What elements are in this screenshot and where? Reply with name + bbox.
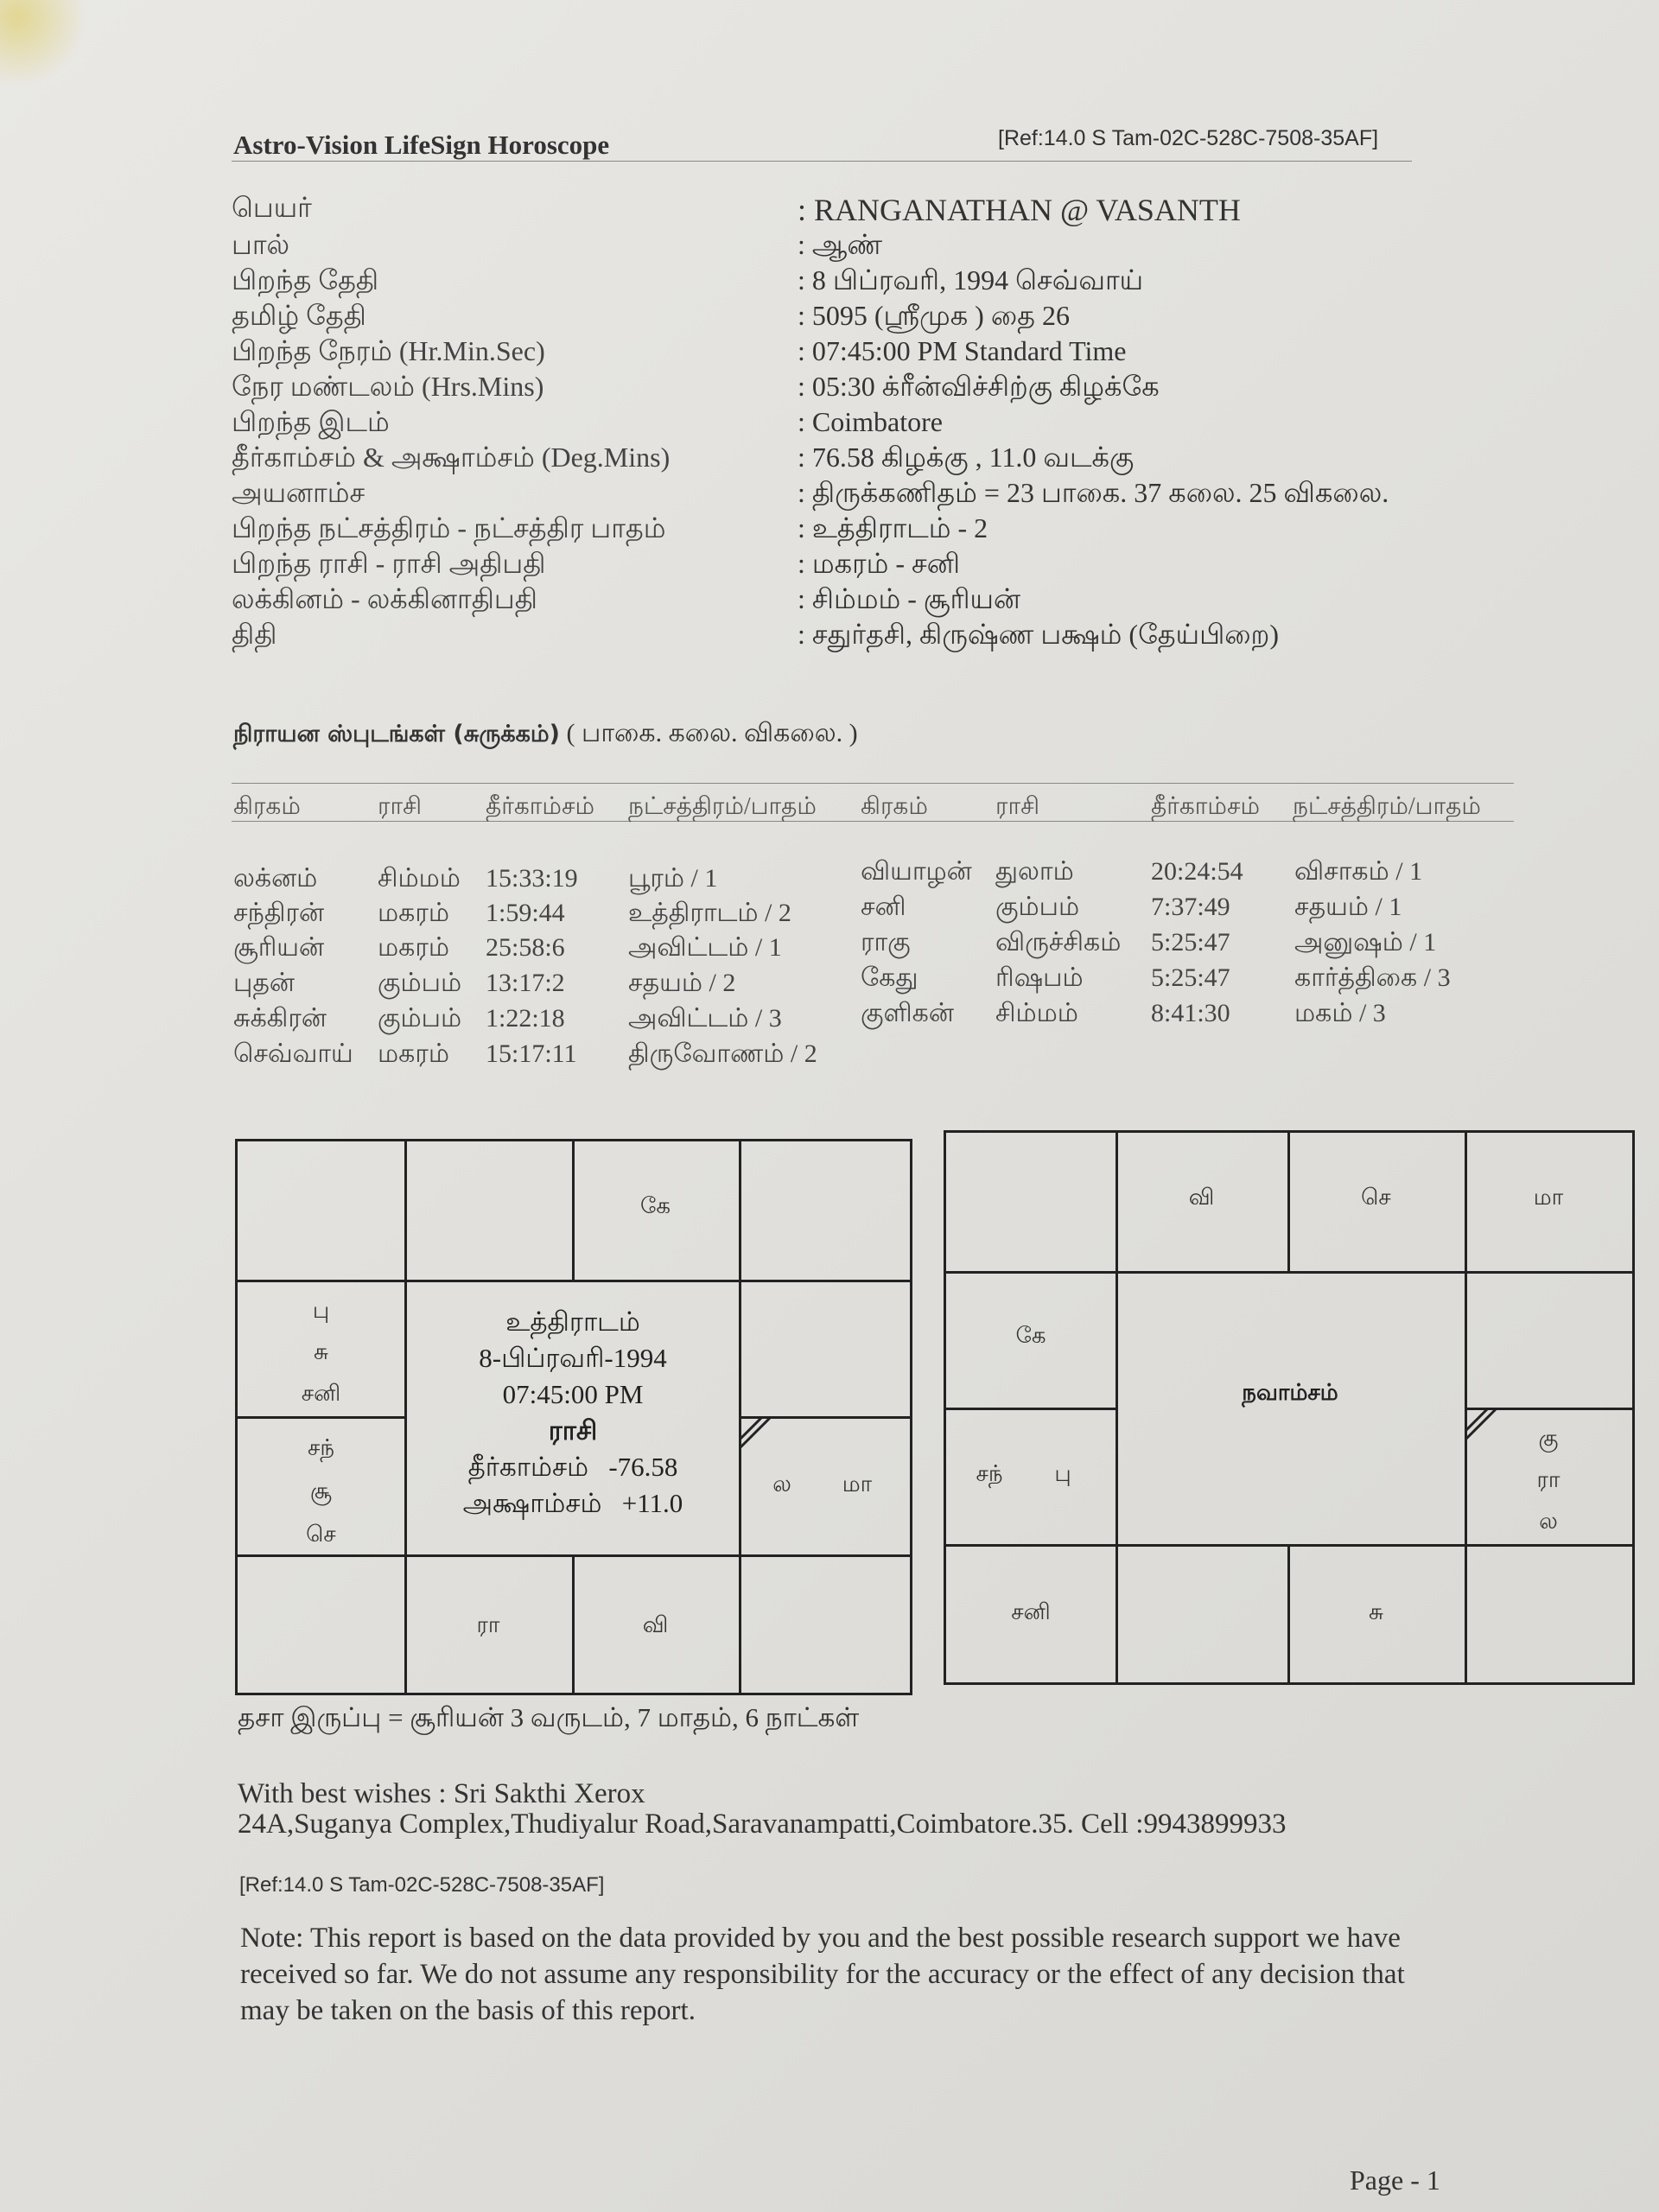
table-row: புதன் [233,969,295,997]
detail-label: திதி [232,619,277,650]
rasi-cell-la: ல [772,1471,791,1497]
table-cell-star: உத்திராடம் / 2 [628,899,791,927]
detail-birth-date [232,264,1441,299]
rasi-center-long: தீர்காம்சம் -76.58 [467,1452,678,1482]
section-title [233,719,858,752]
detail-value: : RANGANATHAN @ VASANTH [798,193,1241,227]
detail-value: : 05:30 க்ரீன்விச்சிற்கு கிழக்கே [798,371,1160,402]
navamsa-cell-sani: சனி [1011,1599,1051,1625]
rasi-cell-ra: ரா [476,1612,500,1638]
table-cell-rasi: கும்பம் [378,1004,462,1033]
th-rasi-2: ராசி [995,793,1040,820]
table-cell-rasi: மகரம் [378,899,449,927]
detail-value: : 8 பிப்ரவரி, 1994 செவ்வாய் [798,264,1144,296]
detail-label: லக்கினம் - லக்கினாதிபதி [232,583,537,614]
detail-ayanamsa [232,477,1441,512]
table-row: சனி [861,893,906,921]
table-row: சுக்கிரன் [233,1004,327,1033]
detail-longitude-latitude [232,442,1441,476]
th-longitude-2: தீர்காம்சம் [1151,793,1260,820]
rasi-chart [235,1139,912,1695]
report-ref: [Ref:14.0 S Tam-02C-528C-7508-35AF] [998,126,1379,150]
table-cell-rasi: மகரம் [378,1039,449,1068]
navamsa-cell-ma: மா [1533,1185,1564,1211]
detail-label: தமிழ் தேதி [232,300,366,331]
table-cell-long: 8:41:30 [1151,999,1230,1027]
table-cell-star: அவிட்டம் / 1 [628,933,782,962]
page-number: Page - 1 [1350,2164,1440,2196]
th-planet-2: கிரகம் [861,793,928,820]
header-divider [232,161,1412,162]
table-cell-star: சதயம் / 2 [628,969,736,997]
detail-tithi [232,619,1441,653]
table-cell-long: 15:33:19 [486,864,578,893]
detail-tamil-date [232,300,1441,334]
table-cell-star: அனுஷம் / 1 [1294,928,1437,957]
report-title: Astro-Vision LifeSign Horoscope [233,130,610,160]
th-star-2: நட்சத்திரம்/பாதம் [1293,793,1481,820]
table-cell-long: 7:37:49 [1151,893,1230,921]
table-cell-star: மகம் / 3 [1294,999,1386,1027]
table-row: சூரியன் [233,933,325,962]
table-cell-rasi: சிம்மம் [378,864,461,893]
detail-label: பெயர் [232,192,312,223]
detail-birth-star [232,512,1441,547]
detail-label: பால் [232,229,290,260]
rasi-cell-left-lower: சந் சூ செ [306,1435,336,1548]
navamsa-cell-right: கு ரா ல [1536,1426,1560,1535]
navamsa-cell-san: சந் [976,1461,1003,1487]
table-cell-star: அவிட்டம் / 3 [628,1004,782,1033]
table-row: ராகு [861,928,911,957]
table-row: லக்னம் [233,864,318,893]
th-rasi: ராசி [378,793,423,820]
table-cell-rasi: விருச்சிகம் [995,928,1122,957]
rasi-cell-left-upper: பு சு சனி [301,1298,341,1407]
detail-label: பிறந்த நட்சத்திரம் - நட்சத்திர பாதம் [232,512,666,543]
detail-name [232,192,1441,226]
navamsa-cell-pu: பு [1054,1461,1071,1487]
lagna-marker [739,1416,773,1451]
detail-value: : சதுர்தசி, கிருஷ்ண பக்ஷம் (தேய்பிறை) [798,619,1279,650]
rasi-center-star: உத்திராடம் [505,1306,640,1337]
table-row: சந்திரன் [233,899,325,927]
detail-birth-place [232,406,1441,441]
navamsa-title: நவாம்சம் [1242,1380,1338,1406]
rasi-center-time: 07:45:00 PM [502,1379,644,1409]
navamsa-cell-ke: கே [1015,1323,1046,1349]
detail-value: : Coimbatore [798,406,943,437]
table-row: வியாழன் [861,857,972,886]
disclaimer-note: Note: This report is based on the data provided by you and the best possible research support we have received so far. We do not assume any responsibility for the accuracy or the effect of any decision that may be taken on the basis of this report. [240,1923,1405,2026]
detail-value: : 07:45:00 PM Standard Time [798,335,1127,366]
detail-label: பிறந்த நேரம் (Hr.Min.Sec) [232,335,545,366]
navamsa-cell-se: செ [1361,1185,1391,1211]
navamsa-cell-vi: வி [1188,1185,1215,1211]
rasi-center-lat: அக்ஷாம்சம் +11.0 [462,1488,683,1518]
detail-value: : மகரம் - சனி [798,548,961,579]
detail-value: : உத்திராடம் - 2 [798,512,988,543]
table-cell-star: பூரம் / 1 [628,864,718,893]
table-row: குளிகன் [861,999,954,1027]
detail-value: : ஆண் [798,229,883,260]
table-cell-long: 25:58:6 [486,933,565,962]
table-cell-rasi: கும்பம் [378,969,462,997]
table-cell-long: 13:17:2 [486,969,565,997]
detail-gender [232,229,1441,264]
table-cell-star: சதயம் / 1 [1294,893,1402,921]
table-cell-long: 5:25:47 [1151,928,1230,957]
table-cell-rasi: கும்பம் [995,893,1080,921]
detail-value: : சிம்மம் - சூரியன் [798,583,1020,614]
table-row: கேது [861,963,918,992]
table-cell-rasi: துலாம் [995,857,1074,886]
rasi-cell-vi: வி [642,1612,669,1638]
detail-label: அயனாம்ச [232,477,365,508]
detail-birth-time [232,335,1441,370]
table-cell-star: திருவோணம் / 2 [628,1039,817,1068]
footer-ref: [Ref:14.0 S Tam-02C-528C-7508-35AF] [239,1873,605,1897]
detail-timezone [232,371,1441,405]
table-cell-long: 1:22:18 [486,1004,565,1033]
table-row: செவ்வாய் [233,1039,353,1068]
table-cell-long: 5:25:47 [1151,963,1230,992]
table-cell-long: 15:17:11 [486,1039,577,1068]
detail-label: பிறந்த இடம் [232,406,390,437]
detail-label: நேர மண்டலம் (Hrs.Mins) [232,371,544,402]
paper-stain [0,0,86,86]
navamsa-cell-su: சு [1369,1599,1383,1625]
section-title-main: நிராயன ஸ்புடங்கள் (சுருக்கம்) [233,721,560,747]
section-subtitle: ( பாகை. கலை. விகலை. ) [560,719,858,747]
footer-address: 24A,Suganya Complex,Thudiyalur Road,Saravanampatti,Coimbatore.35. Cell :9943899933 [238,1808,1287,1840]
table-cell-rasi: மகரம் [378,933,449,962]
detail-birth-rasi [232,548,1441,582]
detail-value: : 5095 (ஸ்ரீமுக ) தை 26 [798,300,1070,331]
detail-lagna [232,583,1441,618]
rasi-cell-ma: மா [842,1471,873,1497]
table-cell-rasi: சிம்மம் [995,999,1078,1027]
navamsa-chart [944,1130,1635,1685]
table-cell-star: கார்த்திகை / 3 [1294,963,1451,992]
detail-label: தீர்காம்சம் & அக்ஷாம்சம் (Deg.Mins) [232,442,671,473]
th-star: நட்சத்திரம்/பாதம் [628,793,817,820]
table-cell-star: விசாகம் / 1 [1294,857,1423,886]
rasi-cell-ke: கே [639,1193,671,1219]
table-cell-rasi: ரிஷபம் [995,963,1084,992]
rasi-center [404,1304,741,1522]
detail-label: பிறந்த ராசி - ராசி அதிபதி [232,548,546,579]
detail-value: : 76.58 கிழக்கு , 11.0 வடக்கு [798,442,1135,473]
table-cell-long: 20:24:54 [1151,857,1243,886]
table-cell-long: 1:59:44 [486,899,565,927]
detail-value: : திருக்கணிதம் = 23 பாகை. 37 கலை. 25 விகலை. [798,477,1389,508]
th-planet: கிரகம் [233,793,301,820]
th-longitude: தீர்காம்சம் [486,793,594,820]
table-top-rule [232,783,1514,784]
rasi-center-date: 8-பிப்ரவரி-1994 [479,1343,667,1373]
footer-wishes: With best wishes : Sri Sakthi Xerox [238,1778,645,1809]
rasi-center-title: ராசி [548,1415,598,1446]
dasa-balance: தசா இருப்பு = சூரியன் 3 வருடம், 7 மாதம், 6 நாட்கள் [238,1702,860,1732]
detail-label: பிறந்த தேதி [232,264,379,296]
